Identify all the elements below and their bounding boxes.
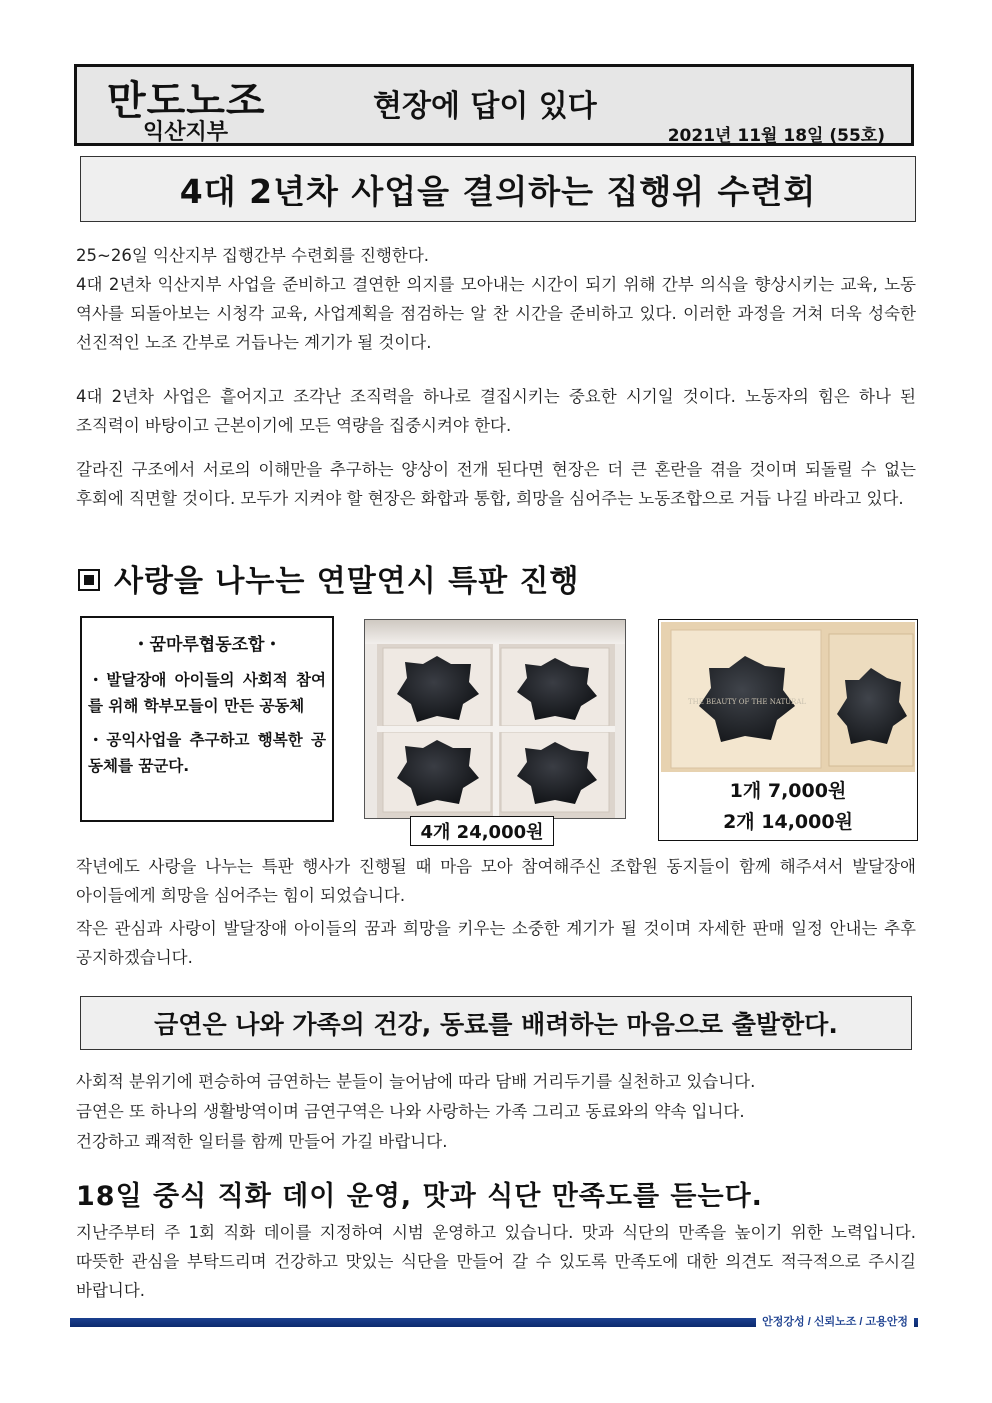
union-name: 만도노조 [107,78,266,124]
coop-title: ・꿈마루협동조합・ [132,635,282,655]
intro-paragraph-2: 4대 2년차 사업은 흩어지고 조각난 조직력을 하나로 결집시키는 중요한 시기일 것이다. 노동자의 힘은 하나 된 조직력이 바탕이고 근본이기에 모든 역량을 집중시켜야 한다. [76,387,916,435]
intro-paragraph-3: 갈라진 구조에서 서로의 이해만을 추구하는 양상이 전개 된다면 현장은 더 큰 혼란을 겪을 것이며 되돌릴 수 없는 후회에 직면할 것이다. 모두가 지켜야 할 현장은 화합과 통합, 희망을 심어주는 노동조합으로 거듭 나길 바라고 있다. [76,460,916,508]
no-smoking-line-2: 금연은 또 하나의 생활방역이며 금연구역은 나와 사랑하는 가족 그리고 동료와의 약속 입니다. [76,1102,745,1121]
price-single-1: 1개 7,000원 [729,780,847,802]
product-photo-single-soap [661,622,915,772]
sale-paragraph-1: 작년에도 사랑을 나누는 특판 행사가 진행될 때 마음 모아 참여해주신 조합원 동지들이 함께 해주셔서 발달장애 아이들에게 희망을 심어주는 힘이 되었습니다. [76,857,916,905]
no-smoking-line-1: 사회적 분위기에 편승하여 금연하는 분들이 늘어남에 따라 담배 거리두기를 실천하고 있습니다. [76,1072,756,1091]
section-heading-sale-text: 사랑을 나누는 연말연시 특판 진행 [114,564,580,599]
section-heading-sale [78,556,580,600]
footer-tagline: 안정강성 / 신뢰노조 / 고용안정 [756,1315,914,1329]
section-heading-grill-day: 18일 중식 직화 데이 운영, 맛과 식단 만족도를 듣는다. [76,1181,763,1212]
section-heading-no-smoking: 금연은 나와 가족의 건강, 동료를 배려하는 마음으로 출발한다. [80,996,912,1050]
coop-info-box [80,616,334,822]
branch-name: 익산지부 [143,120,229,145]
slogan: 현장에 답이 있다 [373,89,597,124]
no-smoking-line-3: 건강하고 쾌적한 일터를 함께 만들어 가길 바랍니다. [76,1132,448,1151]
soap-box-illustration [365,620,626,819]
sale-paragraph-2: 작은 관심과 사랑이 발달장애 아이들의 꿈과 희망을 키우는 소중한 계기가 될 것이며 자세한 판매 일정 안내는 추후 공지하겠습니다. [76,919,916,967]
intro-paragraph-1: 4대 2년차 익산지부 사업을 준비하고 결연한 의지를 모아내는 시간이 되기 위해 간부 의식을 향상시키는 교육, 노동 역사를 되돌아보는 시청각 교육, 사업계획을 점검하는 알 찬 시간을 준비하고 있다. 이러한 과정을 거쳐 더욱 성숙한 선진적인 노조 간부로 거듭나는 계기가 될 것이다. [76,275,916,352]
product-photo-4-soaps [364,619,626,819]
main-title: 4대 2년차 사업을 결의하는 집행위 수련회 [80,156,916,222]
square-bullet-icon [78,569,100,591]
issue-date: 2021년 11월 18일 (55호) [667,126,885,146]
newsletter-header [74,64,914,146]
coop-item-2: ・공익사업을 추구하고 행복한 공동체를 꿈군다. [88,731,326,775]
grill-day-paragraph: 지난주부터 주 1회 직화 데이를 지정하여 시범 운영하고 있습니다. 맛과 식단의 만족을 높이기 위한 노력입니다. 따뜻한 관심을 부탁드리며 건강하고 맛있는 식단을 만들어 갈 수 있도록 만족도에 대한 의견도 적극적으로 주시길 바랍니다. [76,1223,916,1300]
price-label-4-pack: 4개 24,000원 [410,816,554,846]
coop-item-1: ・발달장애 아이들의 사회적 참여를 위해 학부모들이 만든 공동체 [88,671,326,715]
soap-label-text: THE BEAUTY OF THE NATURAL [687,698,807,706]
intro-line: 25~26일 익산지부 집행간부 수련회를 진행한다. [76,246,430,265]
single-soap-illustration [661,622,915,772]
price-label-single [660,776,916,838]
price-single-2: 2개 14,000원 [723,811,853,833]
